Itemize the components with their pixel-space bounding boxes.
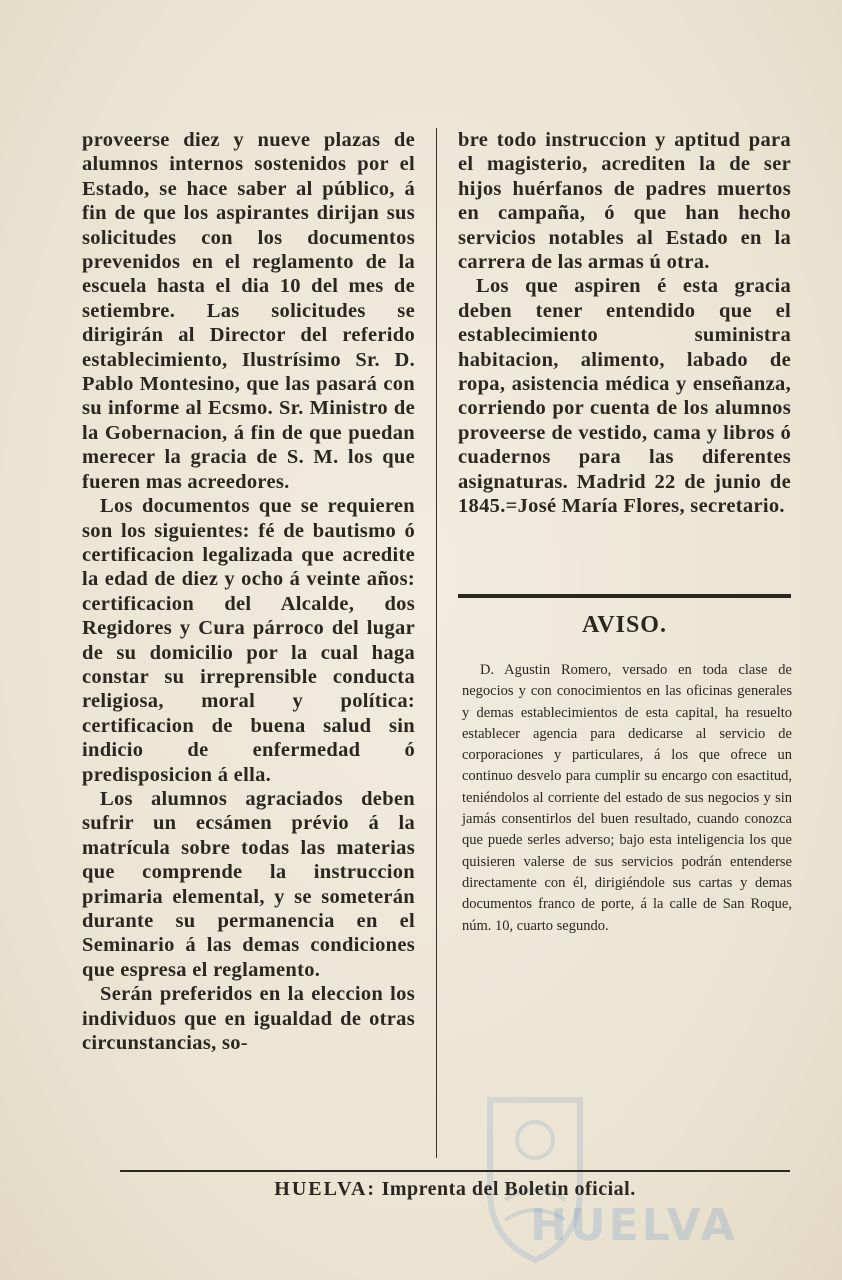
right-column bbox=[458, 128, 791, 519]
aviso-notice bbox=[462, 660, 792, 937]
left-paragraph-3: Los alumnos agraciados deben sufrir un ecsámen prévio á la matrícula sobre todas las materias que comprende la instruccion primaria elemental, y se someterán durante su permanencia en el Seminario á las demas condiciones que espresa el reglamento. bbox=[82, 787, 415, 981]
aviso-heading: AVISO. bbox=[582, 612, 667, 638]
footer-place: HUELVA: bbox=[274, 1178, 377, 1200]
left-column bbox=[82, 128, 415, 1055]
left-paragraph-2: Los documentos que se requieren son los siguientes: fé de bautismo ó certificacion legalizada que acredite la edad de diez y ocho á veinte años: certificacion del Alcalde, dos Regidores y Cura párroco del lugar de su domicilio por la cual haga constar su irreprensible conducta religiosa, moral y política: certificacion de buena salud sin indicio de enfermedad ó predisposicion á ella. bbox=[82, 495, 415, 786]
right-paragraph-2: Los que aspiren é esta gracia deben tener entendido que el establecimiento suministra habitacion, alimento, labado de ropa, asistencia médica y enseñanza, corriendo por cuenta de los alumnos proveerse de vestido, cama y libros ó cuadernos para las diferentes asignaturas. Madrid 22 de junio de 1845.=José María Flores, secretario. bbox=[458, 275, 791, 518]
column-divider bbox=[436, 128, 437, 1158]
footer-imprint bbox=[120, 1178, 790, 1201]
left-paragraph-4: Serán preferidos en la eleccion los individuos que en igualdad de otras circunstancias, so- bbox=[82, 983, 415, 1055]
right-paragraph-1: bre todo instruccion y aptitud para el magisterio, acrediten la de ser hijos huérfanos de padres muertos en campaña, ó que han hecho servicios notables al Estado en la carrera de las armas ú otra. bbox=[458, 129, 791, 274]
section-divider bbox=[458, 594, 791, 598]
watermark-text: HUELVA bbox=[530, 1200, 738, 1251]
aviso-body-text: D. Agustin Romero, versado en toda clase de negocios y con conocimientos en las oficinas generales y demas establecimientos de esta capital, ha resuelto establecer agencia para dedicarse al servicio de corporaciones y particulares, á los que ofrece un continuo desvelo para cumplir su encargo con esactitud, teniéndolos al corriente del estado de sus negocios y sin jamás consentirlos del buen resultado, cuando conozca que puede serles adverso; bajo esta inteligencia los que quisieren valerse de sus servicios podrán entenderse directamente con él, dirigiéndole sus cartas y demas documentos franco de porte, á la calle de San Roque, núm. 10, cuarto segundo. bbox=[462, 662, 792, 934]
footer-printer: Imprenta del Boletin oficial. bbox=[381, 1178, 636, 1200]
left-paragraph-1: proveerse diez y nueve plazas de alumnos internos sostenidos por el Estado, se hace saber al público, á fin de que los aspirantes dirijan sus solicitudes con los documentos prevenidos en el reglamento de la escuela hasta el dia 10 del mes de setiembre. Las solicitudes se dirigirán al Director del referido establecimiento, Ilustrísimo Sr. D. Pablo Montesino, que las pasará con su informe al Ecsmo. Sr. Ministro de la Gobernacion, á fin de que puedan merecer la gracia de S. M. los que fueren mas acreedores. bbox=[82, 129, 415, 493]
footer-rule bbox=[120, 1170, 790, 1172]
